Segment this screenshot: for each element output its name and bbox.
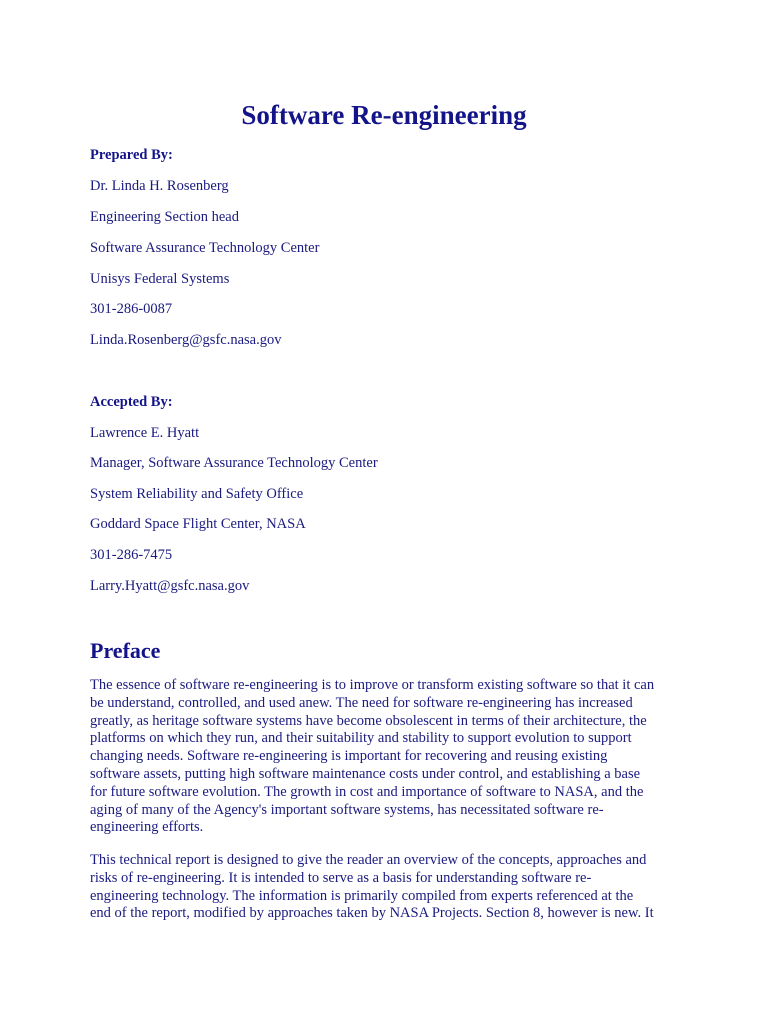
acceptor-center: Goddard Space Flight Center, NASA [90,516,306,532]
preparer-organization: Unisys Federal Systems [90,271,230,287]
preparer-email: Linda.Rosenberg@gsfc.nasa.gov [90,332,282,348]
preface-heading: Preface [90,638,161,663]
acceptor-email: Larry.Hyatt@gsfc.nasa.gov [90,578,250,594]
acceptor-name: Lawrence E. Hyatt [90,425,200,441]
acceptor-phone: 301-286-7475 [90,547,173,563]
prepared-by-label: Prepared By: [90,147,173,163]
document-title: Software Re-engineering [241,100,527,130]
preparer-phone: 301-286-0087 [90,301,173,317]
preparer-title: Engineering Section head [90,209,239,225]
acceptor-title: Manager, Software Assurance Technology Center [90,455,378,471]
accepted-by-label: Accepted By: [90,394,173,410]
preface-paragraph-2: This technical report is designed to give the reader an overview of the concepts, approaches and risks of re-engineering. It is intended to serve as a basis for understanding software re- engineering technology. The information is primarily compiled from experts referenced at the end of the report, modified by approaches taken by NASA Projects. Section 8, however is new. It [90,852,654,922]
preparer-center: Software Assurance Technology Center [90,240,320,256]
acceptor-office: System Reliability and Safety Office [90,486,304,502]
preface-paragraph-1: The essence of software re-engineering is to improve or transform existing software so that it can be understand, controlled, and used anew. The need for software re-engineering has increased greatly, as heritage software systems have become obsolescent in terms of their architecture, the platforms on which they run, and their suitability and stability to support evolution to support changing needs. Software re-engineering is important for recovering and reusing existing software assets, putting high software maintenance costs under control, and establishing a base for future software evolution. The growth in cost and importance of software to NASA, and the aging of many of the Agency's important software systems, has necessitated software re- engineering efforts. [90,677,655,836]
preparer-name: Dr. Linda H. Rosenberg [90,178,229,194]
